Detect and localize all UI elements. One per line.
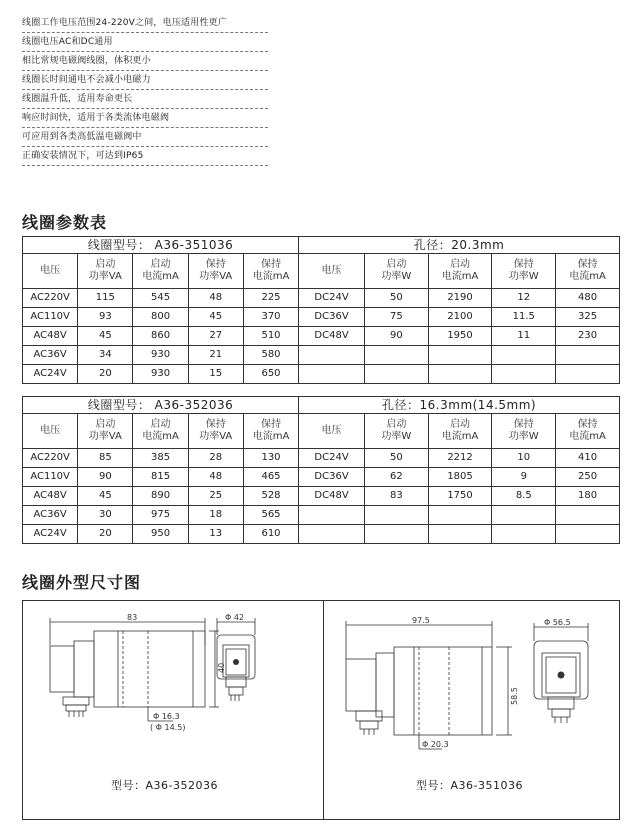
table-cell: 890 [133, 487, 188, 506]
table-cell: 15 [188, 365, 243, 384]
hole-header: 孔径：20.3mm [299, 237, 620, 254]
column-header: 电压 [299, 414, 365, 449]
table-cell: 860 [133, 327, 188, 346]
feature-item: 响应时间快，适用于各类流体电磁阀 [22, 109, 268, 128]
table-cell: 480 [556, 289, 620, 308]
table-cell: 11 [492, 327, 556, 346]
hole-label: Φ 20.3 [422, 740, 449, 749]
width-label: 97.5 [412, 616, 430, 625]
column-header: 启动 功率W [364, 254, 428, 289]
table-cell: 1950 [428, 327, 492, 346]
table-row [23, 449, 620, 468]
table-cell: 12 [492, 289, 556, 308]
table-cell [556, 525, 620, 544]
table-cell [364, 365, 428, 384]
table-cell: 385 [133, 449, 188, 468]
table-cell: 250 [556, 468, 620, 487]
table-cell: 230 [556, 327, 620, 346]
table-cell: AC24V [23, 365, 78, 384]
table-cell [428, 506, 492, 525]
table-cell: 93 [78, 308, 133, 327]
table-cell: DC48V [299, 487, 365, 506]
hole-header: 孔径：16.3mm(14.5mm) [299, 397, 620, 414]
table-cell: 8.5 [492, 487, 556, 506]
feature-item: 相比常规电磁阀线圈，体积更小 [22, 52, 268, 71]
table-cell: 1805 [428, 468, 492, 487]
table-cell: 650 [243, 365, 298, 384]
table-row [23, 327, 620, 346]
column-header: 保持 电流mA [243, 414, 298, 449]
table-cell: DC48V [299, 327, 365, 346]
table-row [23, 346, 620, 365]
table-cell [556, 365, 620, 384]
model-header: 线圈型号： A36-352036 [23, 397, 299, 414]
table-cell: 18 [188, 506, 243, 525]
table-cell: 10 [492, 449, 556, 468]
table-cell: DC36V [299, 308, 365, 327]
table-cell: 528 [243, 487, 298, 506]
table-cell: AC36V [23, 346, 78, 365]
table-cell: 545 [133, 289, 188, 308]
table-cell: 115 [78, 289, 133, 308]
table-cell: 48 [188, 289, 243, 308]
hole-label: Φ 16.3 [153, 712, 180, 721]
feature-item: 线圈温升低，适用寿命更长 [22, 90, 268, 109]
table-cell: 800 [133, 308, 188, 327]
table-row [23, 308, 620, 327]
table-cell [428, 346, 492, 365]
table-cell [492, 365, 556, 384]
table-cell: 180 [556, 487, 620, 506]
table-cell: 20 [78, 365, 133, 384]
table-cell: AC24V [23, 525, 78, 544]
table-cell: 62 [364, 468, 428, 487]
table-cell: 580 [243, 346, 298, 365]
table-cell [299, 346, 365, 365]
table-cell: 34 [78, 346, 133, 365]
feature-item: 线圈电压AC和DC通用 [22, 33, 268, 52]
column-header: 保持 功率VA [188, 254, 243, 289]
table-cell: 45 [188, 308, 243, 327]
table-cell: 90 [78, 468, 133, 487]
table-cell: AC48V [23, 327, 78, 346]
column-header: 电压 [23, 254, 78, 289]
table-cell [299, 506, 365, 525]
table-cell [364, 506, 428, 525]
table-cell: 45 [78, 327, 133, 346]
table-cell: 13 [188, 525, 243, 544]
table-cell: 2100 [428, 308, 492, 327]
column-header: 保持 功率VA [188, 414, 243, 449]
drawing-a36-351036 [324, 601, 620, 819]
coil-param-table-352036 [22, 396, 620, 544]
column-header: 电压 [23, 414, 78, 449]
feature-list [22, 14, 268, 166]
table-cell: 28 [188, 449, 243, 468]
table-cell: 975 [133, 506, 188, 525]
table-cell: 610 [243, 525, 298, 544]
column-header: 保持 电流mA [243, 254, 298, 289]
table-cell: 930 [133, 365, 188, 384]
column-header: 启动 电流mA [133, 254, 188, 289]
table-cell [299, 365, 365, 384]
column-header: 电压 [299, 254, 365, 289]
table-cell: 510 [243, 327, 298, 346]
table-cell: AC110V [23, 308, 78, 327]
column-header: 启动 电流mA [133, 414, 188, 449]
model-header: 线圈型号： A36-351036 [23, 237, 299, 254]
column-header: 保持 电流mA [556, 254, 620, 289]
table-row [23, 289, 620, 308]
column-header: 保持 功率W [492, 254, 556, 289]
table-cell [364, 346, 428, 365]
column-header: 启动 功率VA [78, 414, 133, 449]
table-cell [299, 525, 365, 544]
feature-item: 正确安装情况下，可达到IP65 [22, 147, 268, 166]
table-cell: 11.5 [492, 308, 556, 327]
column-header: 保持 电流mA [556, 414, 620, 449]
height-label: 58.5 [510, 687, 519, 705]
table-cell: 83 [364, 487, 428, 506]
table-cell [364, 525, 428, 544]
table-cell: 27 [188, 327, 243, 346]
table-cell: 21 [188, 346, 243, 365]
table-cell: DC24V [299, 449, 365, 468]
column-header: 启动 功率VA [78, 254, 133, 289]
table-cell: 45 [78, 487, 133, 506]
table-cell: 815 [133, 468, 188, 487]
table-cell: 930 [133, 346, 188, 365]
table-cell: 50 [364, 289, 428, 308]
model-label: 型号：A36-352036 [111, 779, 218, 792]
table-cell: 370 [243, 308, 298, 327]
table-cell: 565 [243, 506, 298, 525]
table-row [23, 506, 620, 525]
diameter-label: Φ 42 [225, 613, 245, 622]
table-cell: AC48V [23, 487, 78, 506]
column-header: 启动 电流mA [428, 254, 492, 289]
table-cell: 950 [133, 525, 188, 544]
column-header: 启动 电流mA [428, 414, 492, 449]
feature-item: 可应用到各类高低温电磁阀中 [22, 128, 268, 147]
table-row [23, 468, 620, 487]
dims-title: 线圈外型尺寸图 [22, 573, 142, 592]
height-label: 40 [217, 662, 226, 673]
table-cell: 465 [243, 468, 298, 487]
table-cell [492, 506, 556, 525]
table-cell: 2212 [428, 449, 492, 468]
table-cell: 325 [556, 308, 620, 327]
table-cell: 75 [364, 308, 428, 327]
width-label: 83 [127, 613, 138, 622]
table-cell: 90 [364, 327, 428, 346]
table-cell: 30 [78, 506, 133, 525]
table-cell: AC36V [23, 506, 78, 525]
table-row [23, 525, 620, 544]
model-label: 型号：A36-351036 [416, 779, 523, 792]
table-row [23, 487, 620, 506]
feature-item: 线圈长时间通电不会减小电磁力 [22, 71, 268, 90]
table-cell [428, 365, 492, 384]
table-cell: DC36V [299, 468, 365, 487]
table-cell [556, 346, 620, 365]
table-cell: 25 [188, 487, 243, 506]
table-cell: 85 [78, 449, 133, 468]
table-cell [556, 506, 620, 525]
column-header: 保持 功率W [492, 414, 556, 449]
table-row [23, 365, 620, 384]
table-cell [492, 525, 556, 544]
table-cell: 1750 [428, 487, 492, 506]
table-cell: AC220V [23, 289, 78, 308]
table-cell: DC24V [299, 289, 365, 308]
table-cell: 130 [243, 449, 298, 468]
table-cell: 20 [78, 525, 133, 544]
hole-label-alt: ( Φ 14.5) [150, 723, 186, 732]
diameter-label: Φ 56.5 [544, 618, 571, 627]
table-cell: 2190 [428, 289, 492, 308]
table-cell: 48 [188, 468, 243, 487]
feature-item: 线圈工作电压范围24-220V之间，电压适用性更广 [22, 14, 268, 33]
coil-param-table-351036 [22, 236, 620, 384]
table-cell: 410 [556, 449, 620, 468]
table-cell: 9 [492, 468, 556, 487]
table-cell [428, 525, 492, 544]
column-header: 启动 功率W [364, 414, 428, 449]
table-cell: AC220V [23, 449, 78, 468]
table-cell: AC110V [23, 468, 78, 487]
dimension-drawings [22, 600, 620, 820]
drawing-a36-352036 [23, 601, 323, 819]
table-cell: 225 [243, 289, 298, 308]
params-title: 线圈参数表 [22, 213, 108, 232]
table-cell [492, 346, 556, 365]
table-cell: 50 [364, 449, 428, 468]
